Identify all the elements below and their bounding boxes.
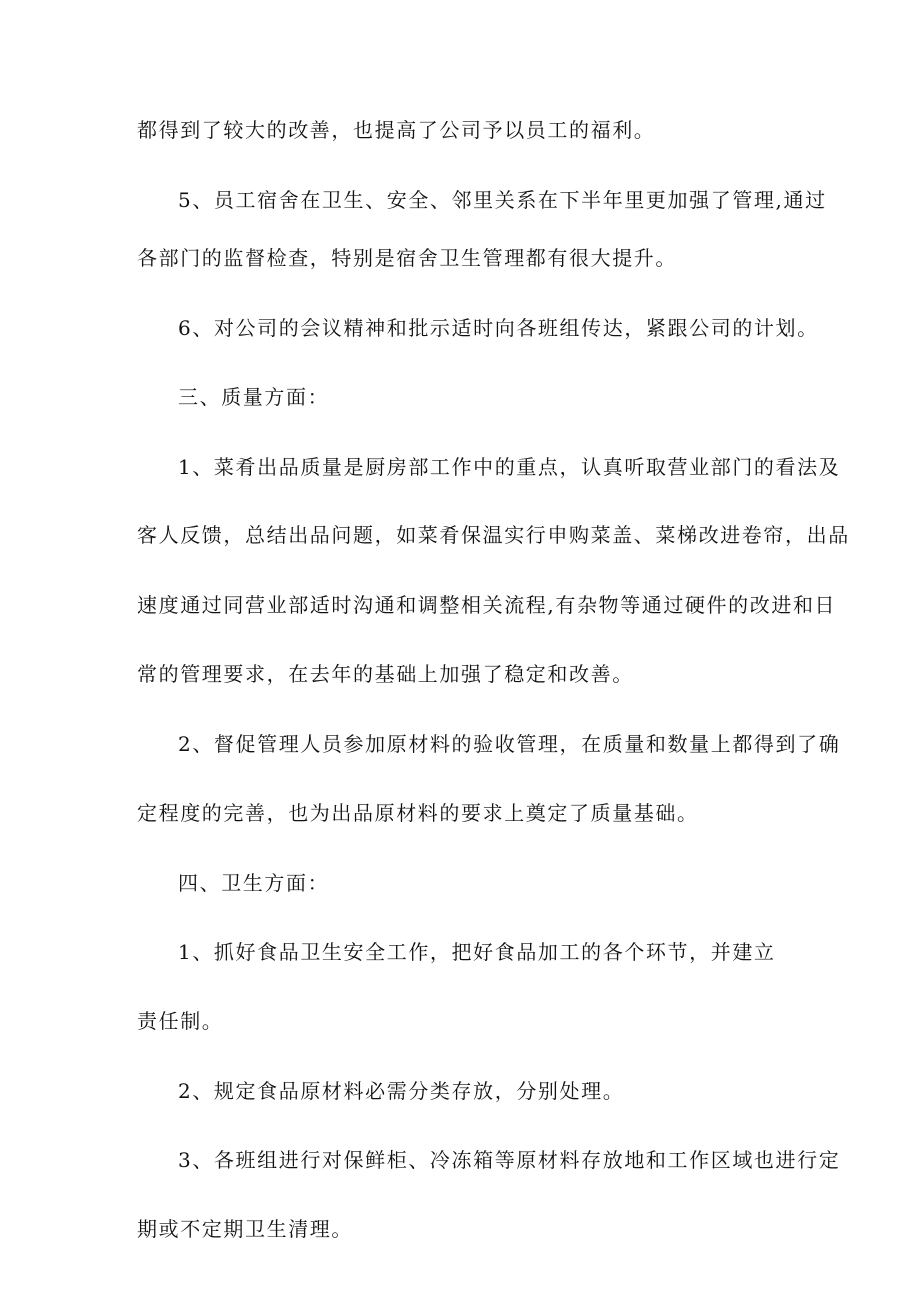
paragraph-line: 5、员工宿舍在卫生、安全、邻里关系在下半年里更加强了管理,通过: [178, 188, 827, 212]
paragraph-line: 常的管理要求，在去年的基础上加强了稳定和改善。: [137, 662, 634, 686]
paragraph-line: 2、规定食品原材料必需分类存放，分别处理。: [178, 1079, 625, 1103]
paragraph-line: 6、对公司的会议精神和批示适时向各班组传达，紧跟公司的计划。: [178, 316, 819, 340]
paragraph-line: 1、抓好食品卫生安全工作，把好食品加工的各个环节，并建立: [178, 940, 776, 964]
paragraph-line: 各部门的监督检查，特别是宿舍卫生管理都有很大提升。: [137, 246, 677, 270]
section-heading: 四、卫生方面：: [178, 871, 330, 895]
section-heading: 三、质量方面：: [178, 385, 330, 409]
paragraph-line: 3、各班组进行对保鲜柜、冷冻箱等原材料存放地和工作区域也进行定: [178, 1148, 841, 1172]
paragraph-line: 责任制。: [137, 1009, 224, 1033]
paragraph-line: 定程度的完善，也为出品原材料的要求上奠定了质量基础。: [137, 801, 699, 825]
paragraph-line: 速度通过同营业部适时沟通和调整相关流程,有杂物等通过硬件的改进和日: [137, 593, 837, 617]
paragraph-line: 客人反馈，总结出品问题，如菜肴保温实行申购菜盖、菜梯改进卷帘，出品: [137, 523, 850, 547]
paragraph-line: 都得到了较大的改善，也提高了公司予以员工的福利。: [137, 118, 656, 142]
paragraph-line: 2、督促管理人员参加原材料的验收管理，在质量和数量上都得到了确: [178, 732, 841, 756]
paragraph-line: 期或不定期卫生清理。: [137, 1217, 353, 1241]
paragraph-line: 1、菜肴出品质量是厨房部工作中的重点，认真听取营业部门的看法及: [178, 455, 841, 479]
